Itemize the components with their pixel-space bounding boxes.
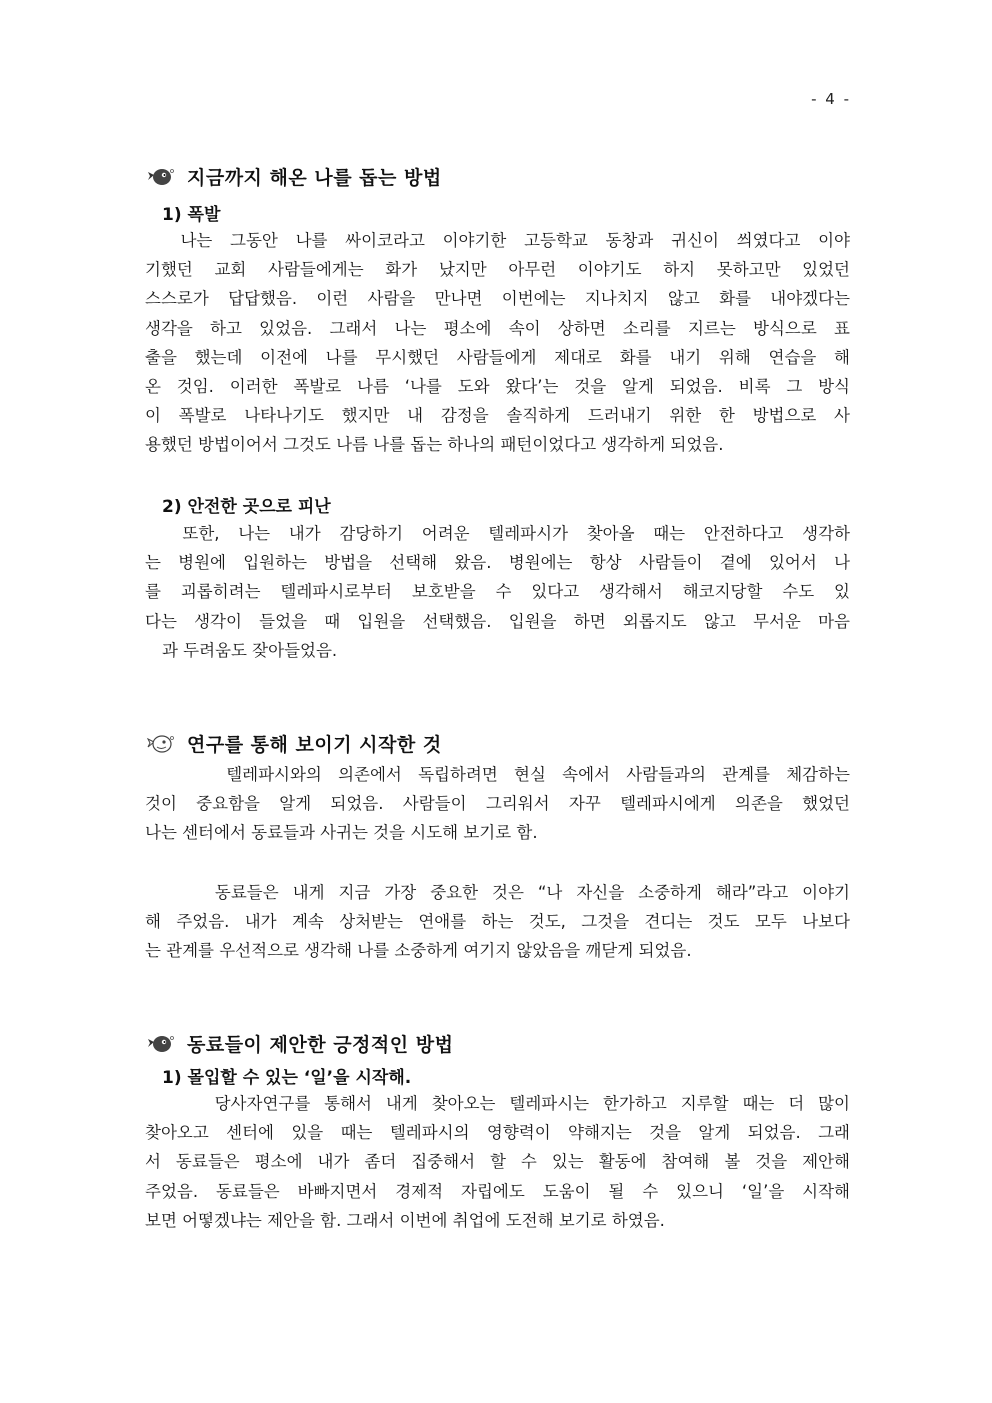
text-line: 를 괴롭히려는 텔레파시로부터 보호받을 수 있다고 생각해서 해코지당할 수도 있 xyxy=(145,582,850,602)
text-line: 과 두려움도 잦아들었음. xyxy=(162,640,338,660)
paragraph-discovery-2 xyxy=(145,878,850,966)
text-line: 동료들은 내게 지금 가장 중요한 것은 “나 자신을 소중하게 해라”라고 이야기 xyxy=(145,883,850,902)
section-heading-3 xyxy=(145,1030,453,1057)
section-title: 동료들이 제안한 긍정적인 방법 xyxy=(187,1034,454,1056)
text-line: 또한, 나는 내가 감당하기 어려운 텔레파시가 찾아올 때는 안전하다고 생각하 xyxy=(145,524,850,543)
text-line: 보면 어떻겠냐는 제안을 함. 그래서 이번에 취업에 도전해 보기로 하였음. xyxy=(145,1210,665,1230)
text-line: 나는 센터에서 동료들과 사귀는 것을 시도해 보기로 함. xyxy=(145,823,538,843)
text-line: 서 동료들은 평소에 내가 좀더 집중해서 할 수 있는 활동에 참여해 볼 것을 제안해 xyxy=(145,1152,850,1172)
text-line: 이 폭발로 나타나기도 했지만 내 감정을 솔직하게 드러내기 위한 한 방법으로 사 xyxy=(145,406,850,426)
subsection-heading: 1) 몰입할 수 있는 ‘일’을 시작해. xyxy=(162,1068,412,1088)
bullet-fish-icon xyxy=(145,1033,175,1055)
text-line: 해 주었음. 내가 계속 상처받는 연애를 하는 것도, 그것을 견디는 것도 모두 나보다 xyxy=(145,912,850,932)
paragraph-work xyxy=(145,1089,850,1235)
paragraph-explosion xyxy=(145,226,850,460)
section-title: 연구를 통해 보이기 시작한 것 xyxy=(187,734,442,756)
text-line: 생각을 하고 있었음. 그래서 나는 평소에 속이 상하면 소리를 지르는 방식으로 표 xyxy=(145,318,850,338)
text-line: 다는 생각이 들었을 때 입원을 선택했음. 입원을 하면 외롭지도 않고 무서운 마음 xyxy=(145,611,850,631)
text-line: 스스로가 답답했음. 이런 사람을 만나면 이번에는 지나치지 않고 화를 내야겠다는 xyxy=(145,289,850,309)
section-title: 지금까지 해온 나를 돕는 방법 xyxy=(187,167,442,189)
text-line: 용했던 방법이어서 그것도 나름 나를 돕는 하나의 패턴이었다고 생각하게 되었음. xyxy=(145,435,724,455)
text-line: 출을 했는데 이전에 나를 무시했던 사람들에게 제대로 화를 내기 위해 연습을 해 xyxy=(145,347,850,367)
paragraph-refuge xyxy=(145,519,850,665)
text-line: 는 병원에 입원하는 방법을 선택해 왔음. 병원에는 항상 사람들이 곁에 있어서 나 xyxy=(145,553,850,573)
text-line: 주었음. 동료들은 바빠지면서 경제적 자립에도 도움이 될 수 있으니 ‘일’을 시작해 xyxy=(145,1181,850,1201)
bullet-fish-icon xyxy=(145,166,175,188)
page-number: - 4 - xyxy=(811,90,851,108)
text-line: 기했던 교회 사람들에게는 화가 났지만 아무런 이야기도 하지 못하고만 있었던 xyxy=(145,260,850,280)
section-heading-1 xyxy=(145,163,442,190)
bullet-fish-outline-icon xyxy=(145,733,175,755)
section-heading-2 xyxy=(145,730,442,757)
text-line: 는 관계를 우선적으로 생각해 나를 소중하게 여기지 않았음을 깨닫게 되었음. xyxy=(145,941,692,961)
text-line: 나는 그동안 나를 싸이코라고 이야기한 고등학교 동창과 귀신이 씌였다고 이야 xyxy=(145,231,850,250)
text-line: 텔레파시와의 의존에서 독립하려면 현실 속에서 사람들과의 관계를 체감하는 xyxy=(145,765,850,784)
text-line: 당사자연구를 통해서 내게 찾아오는 텔레파시는 한가하고 지루할 때는 더 많이 xyxy=(145,1094,850,1113)
text-line: 온 것임. 이러한 폭발로 나름 ‘나를 도와 왔다’는 것을 알게 되었음. 비록 그 방식 xyxy=(145,377,850,397)
subsection-heading: 1) 폭발 xyxy=(162,205,221,225)
text-line: 것이 중요함을 알게 되었음. 사람들이 그리워서 자꾸 텔레파시에게 의존을 했었던 xyxy=(145,794,850,814)
subsection-heading: 2) 안전한 곳으로 피난 xyxy=(162,497,331,517)
paragraph-discovery-1 xyxy=(145,760,850,848)
text-line: 찾아오고 센터에 있을 때는 텔레파시의 영향력이 약해지는 것을 알게 되었음. 그래 xyxy=(145,1123,850,1143)
